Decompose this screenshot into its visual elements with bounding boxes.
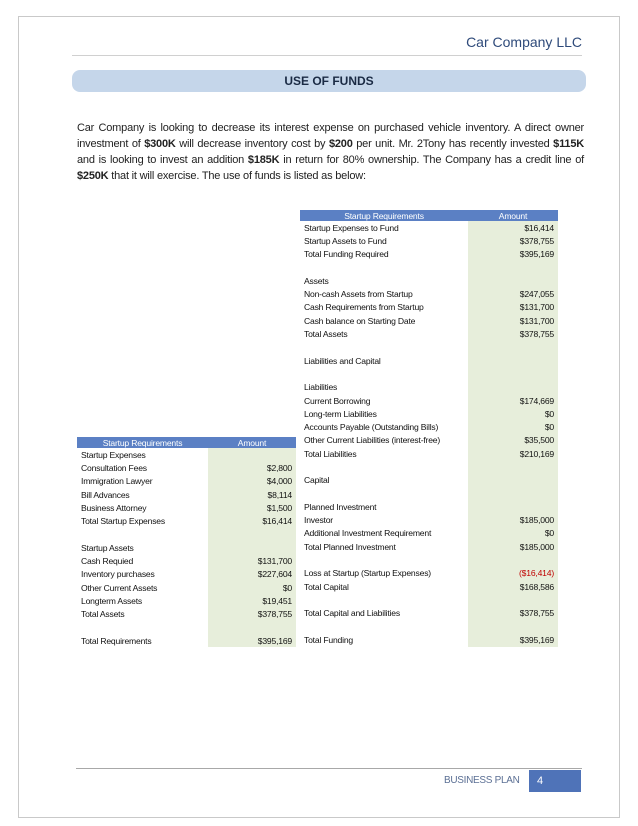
row-amount [208,541,296,554]
column-header: Amount [468,210,558,221]
intro-emphasis: $300K [144,138,176,150]
row-amount: $168,586 [468,580,558,593]
row-amount: $395,169 [468,248,558,261]
table-row [300,500,558,513]
row-label: Longterm Assets [77,594,208,607]
table-row [300,248,558,261]
table-row [300,460,558,473]
row-label: Capital [300,474,468,487]
table-row [300,354,558,367]
row-amount: $378,755 [208,608,296,621]
row-label [300,261,468,274]
row-amount: $0 [468,407,558,420]
row-label: Total Assets [300,327,468,340]
row-label [300,553,468,566]
table-row [77,488,296,501]
table-row [77,594,296,607]
row-amount: $0 [468,420,558,433]
row-label [77,621,208,634]
row-amount: $210,169 [468,447,558,460]
section-title: USE OF FUNDS [72,70,586,92]
row-label: Inventory purchases [77,568,208,581]
row-amount: $395,169 [468,633,558,646]
row-label: Business Attorney [77,501,208,514]
table-row [300,314,558,327]
table-row [300,620,558,633]
page-number: 4 [529,770,581,792]
row-amount: $131,700 [468,301,558,314]
row-label: Total Startup Expenses [77,514,208,527]
row-amount: $131,700 [208,554,296,567]
table-row [300,221,558,234]
row-label: Additional Investment Requirement [300,527,468,540]
row-label: Total Requirements [77,634,208,647]
row-label: Total Capital [300,580,468,593]
table-row [300,474,558,487]
table-row [300,341,558,354]
table-row [300,434,558,447]
row-amount: $8,114 [208,488,296,501]
startup-requirements-table [77,437,296,647]
footer-divider [76,768,582,769]
row-amount: $131,700 [468,314,558,327]
table-row [77,581,296,594]
intro-text: and is looking to invest an addition [77,154,248,166]
intro-emphasis: $185K [247,154,280,166]
row-label: Bill Advances [77,488,208,501]
row-label: Total Capital and Liabilities [300,607,468,620]
row-amount [208,621,296,634]
row-label: Non-cash Assets from Startup [300,287,468,300]
intro-text: in return for 80% ownership. The Company has a credit line of [279,154,584,166]
intro-text: per unit. Mr. 2Tony has recently invested [352,138,554,150]
table-row [77,554,296,567]
row-amount: $16,414 [208,514,296,527]
table-row [300,487,558,500]
row-label: Cash Requirements from Startup [300,301,468,314]
table-row [300,274,558,287]
table-row [300,287,558,300]
row-amount: $185,000 [468,540,558,553]
row-amount: $247,055 [468,287,558,300]
row-amount: $378,755 [468,234,558,247]
row-amount: $227,604 [208,568,296,581]
row-amount [468,367,558,380]
table-row [77,448,296,461]
row-amount: $16,414 [468,221,558,234]
row-amount [468,274,558,287]
row-label: Current Borrowing [300,394,468,407]
table-row [300,407,558,420]
row-label [77,528,208,541]
column-header: Startup Requirements [300,210,468,221]
row-amount: $0 [208,581,296,594]
row-label: Consultation Fees [77,461,208,474]
row-label: Startup Assets to Fund [300,234,468,247]
table-row [300,567,558,580]
row-amount: ($16,414) [468,567,558,580]
header-divider [72,55,582,56]
row-amount [468,261,558,274]
table-row [300,420,558,433]
table-row [300,607,558,620]
row-label [300,341,468,354]
row-amount: $19,451 [208,594,296,607]
row-label: Other Current Liabilities (interest-free) [300,434,468,447]
row-label: Total Assets [77,608,208,621]
row-amount [468,381,558,394]
table-row [77,634,296,647]
intro-emphasis: $200 [328,138,353,150]
row-amount [468,500,558,513]
row-label: Cash balance on Starting Date [300,314,468,327]
row-amount [208,448,296,461]
table-row [77,461,296,474]
company-name: Car Company LLC [466,34,582,50]
row-label [300,367,468,380]
row-label [300,593,468,606]
row-amount: $378,755 [468,327,558,340]
table-row [300,633,558,646]
table-row [300,381,558,394]
table-row [300,261,558,274]
table-row [77,541,296,554]
row-amount [468,460,558,473]
table-row [77,608,296,621]
table-row [77,528,296,541]
row-label: Investor [300,514,468,527]
table-row [77,568,296,581]
row-label: Total Planned Investment [300,540,468,553]
intro-emphasis: $115K [553,138,584,150]
table-row [77,514,296,527]
intro-text: will decrease inventory cost by [175,138,329,150]
row-amount [468,474,558,487]
row-amount: $395,169 [208,634,296,647]
row-amount: $1,500 [208,501,296,514]
table-row [77,501,296,514]
row-amount [468,341,558,354]
row-amount [468,553,558,566]
row-label: Startup Expenses [77,448,208,461]
intro-emphasis: $250K [77,170,109,182]
column-header: Startup Requirements [77,437,208,448]
row-amount [468,487,558,500]
table-row [300,394,558,407]
table-row [300,447,558,460]
row-label: Liabilities [300,381,468,394]
startup-funding-table [300,210,558,647]
table-row [300,540,558,553]
row-label [300,487,468,500]
row-amount: $4,000 [208,475,296,488]
row-label: Liabilities and Capital [300,354,468,367]
table-row [77,475,296,488]
row-label [300,460,468,473]
intro-paragraph [77,120,584,184]
row-label: Other Current Assets [77,581,208,594]
row-amount: $378,755 [468,607,558,620]
table-row [300,514,558,527]
row-amount: $2,800 [208,461,296,474]
table-row [300,234,558,247]
table-row [300,301,558,314]
row-amount: $185,000 [468,514,558,527]
row-label: Immigration Lawyer [77,475,208,488]
row-amount [468,593,558,606]
row-label: Long-term Liabilities [300,407,468,420]
row-label: Total Funding Required [300,248,468,261]
table-row [300,553,558,566]
row-label: Assets [300,274,468,287]
intro-text: Car Company is looking to decrease its interest expense on purchased vehicle inventory. A direct owner investment of [77,122,584,150]
row-amount [208,528,296,541]
row-amount [468,620,558,633]
column-header: Amount [208,437,296,448]
table-row [300,327,558,340]
row-amount: $35,500 [468,434,558,447]
row-label: Cash Requied [77,554,208,567]
row-label [300,620,468,633]
table-row [300,580,558,593]
row-label: Accounts Payable (Outstanding Bills) [300,420,468,433]
table-row [300,367,558,380]
intro-text: that it will exercise. The use of funds is listed as below: [108,170,366,182]
row-label: Loss at Startup (Startup Expenses) [300,567,468,580]
row-label: Startup Assets [77,541,208,554]
table-row [300,593,558,606]
table-row [77,621,296,634]
row-label: Startup Expenses to Fund [300,221,468,234]
row-amount [468,354,558,367]
footer-label: BUSINESS PLAN [444,775,520,786]
row-label: Total Liabilities [300,447,468,460]
row-amount: $174,669 [468,394,558,407]
row-label: Total Funding [300,633,468,646]
table-row [300,527,558,540]
row-label: Planned Investment [300,500,468,513]
row-amount: $0 [468,527,558,540]
